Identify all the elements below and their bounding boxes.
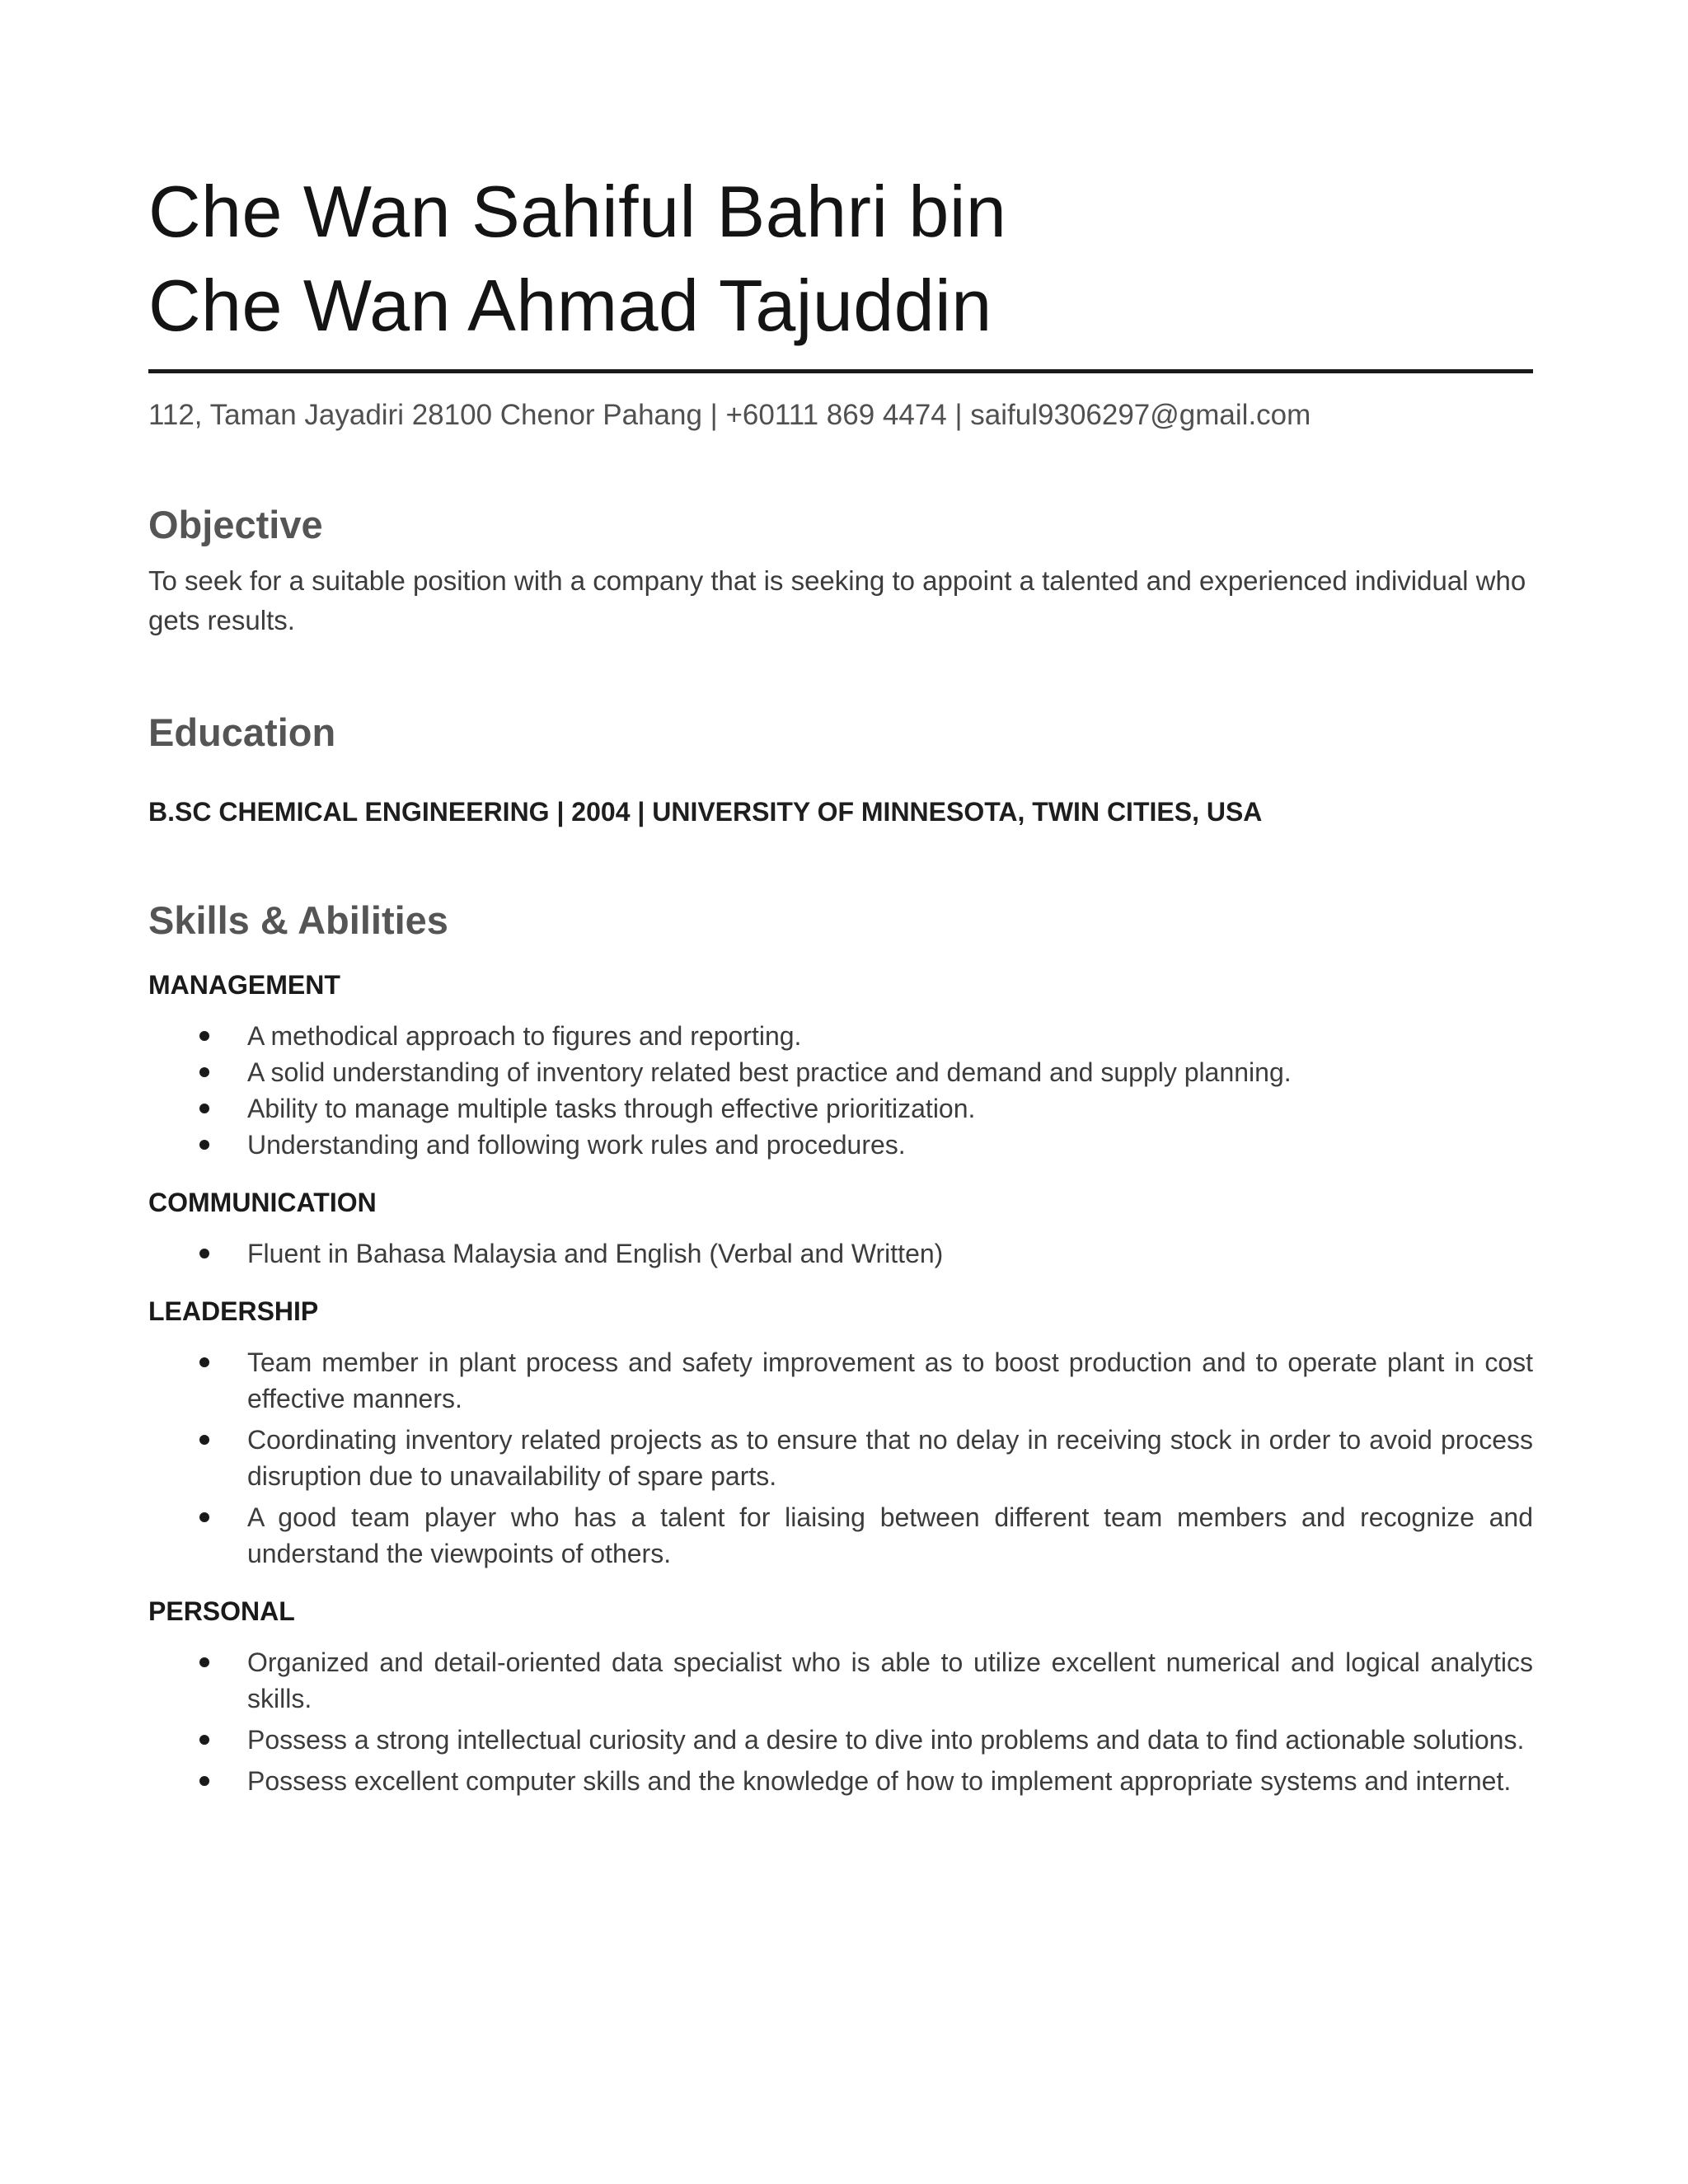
education-heading: Education xyxy=(148,710,336,754)
list-item: A solid understanding of inventory related best practice and demand and supply planning. xyxy=(148,1054,1533,1090)
list-item: Possess a strong intellectual curiosity and a desire to dive into problems and data to find actionable solutions. xyxy=(148,1722,1533,1758)
list-item: A good team player who has a talent for liaising between different team members and recognize and understand the viewpoints of others. xyxy=(148,1499,1533,1572)
bullet-icon xyxy=(199,1067,209,1077)
bullet-icon xyxy=(199,1512,209,1522)
education-degree: B.SC CHEMICAL ENGINEERING | 2004 | UNIVERSITY OF MINNESOTA, TWIN CITIES, USA xyxy=(148,797,1263,827)
bullet-icon xyxy=(199,1657,209,1667)
bullet-icon xyxy=(199,1031,209,1041)
resume-content xyxy=(148,165,1533,1804)
bullet-icon xyxy=(199,1776,209,1786)
header-divider xyxy=(148,369,1533,373)
leadership-list xyxy=(148,1344,1533,1572)
list-item: Fluent in Bahasa Malaysia and English (Verbal and Written) xyxy=(148,1235,1533,1272)
bullet-icon xyxy=(199,1249,209,1258)
objective-heading: Objective xyxy=(148,503,323,546)
objective-text: To seek for a suitable position with a company that is seeking to appoint a talented and experienced individual who gets results. xyxy=(148,565,1526,635)
list-item: A methodical approach to figures and reporting. xyxy=(148,1018,1533,1054)
leadership-heading: LEADERSHIP xyxy=(148,1296,319,1326)
management-list xyxy=(148,1018,1533,1163)
name-line-2: Che Wan Ahmad Tajuddin xyxy=(148,265,992,346)
list-item: Ability to manage multiple tasks through effective prioritization. xyxy=(148,1090,1533,1127)
personal-list xyxy=(148,1644,1533,1799)
communication-list xyxy=(148,1235,1533,1272)
bullet-icon xyxy=(199,1735,209,1745)
personal-heading: PERSONAL xyxy=(148,1596,295,1626)
list-item: Possess excellent computer skills and the knowledge of how to implement appropriate systems and internet. xyxy=(148,1763,1533,1799)
name-line-1: Che Wan Sahiful Bahri bin xyxy=(148,171,1007,252)
list-item: Team member in plant process and safety improvement as to boost production and to operate plant in cost effective manners. xyxy=(148,1344,1533,1417)
bullet-icon xyxy=(199,1104,209,1113)
contact-info: 112, Taman Jayadiri 28100 Chenor Pahang | +60111 869 4474 | saiful9306297@gmail.com xyxy=(148,399,1311,431)
communication-heading: COMMUNICATION xyxy=(148,1188,377,1217)
management-heading: MANAGEMENT xyxy=(148,970,340,1000)
bullet-icon xyxy=(199,1357,209,1367)
list-item: Understanding and following work rules and procedures. xyxy=(148,1127,1533,1163)
bullet-icon xyxy=(199,1435,209,1445)
bullet-icon xyxy=(199,1140,209,1150)
skills-heading: Skills & Abilities xyxy=(148,898,448,942)
list-item: Organized and detail-oriented data specialist who is able to utilize excellent numerical and logical analytics skills. xyxy=(148,1644,1533,1717)
list-item: Coordinating inventory related projects as to ensure that no delay in receiving stock in order to avoid process disruption due to unavailability of spare parts. xyxy=(148,1422,1533,1494)
candidate-name xyxy=(148,165,1533,353)
